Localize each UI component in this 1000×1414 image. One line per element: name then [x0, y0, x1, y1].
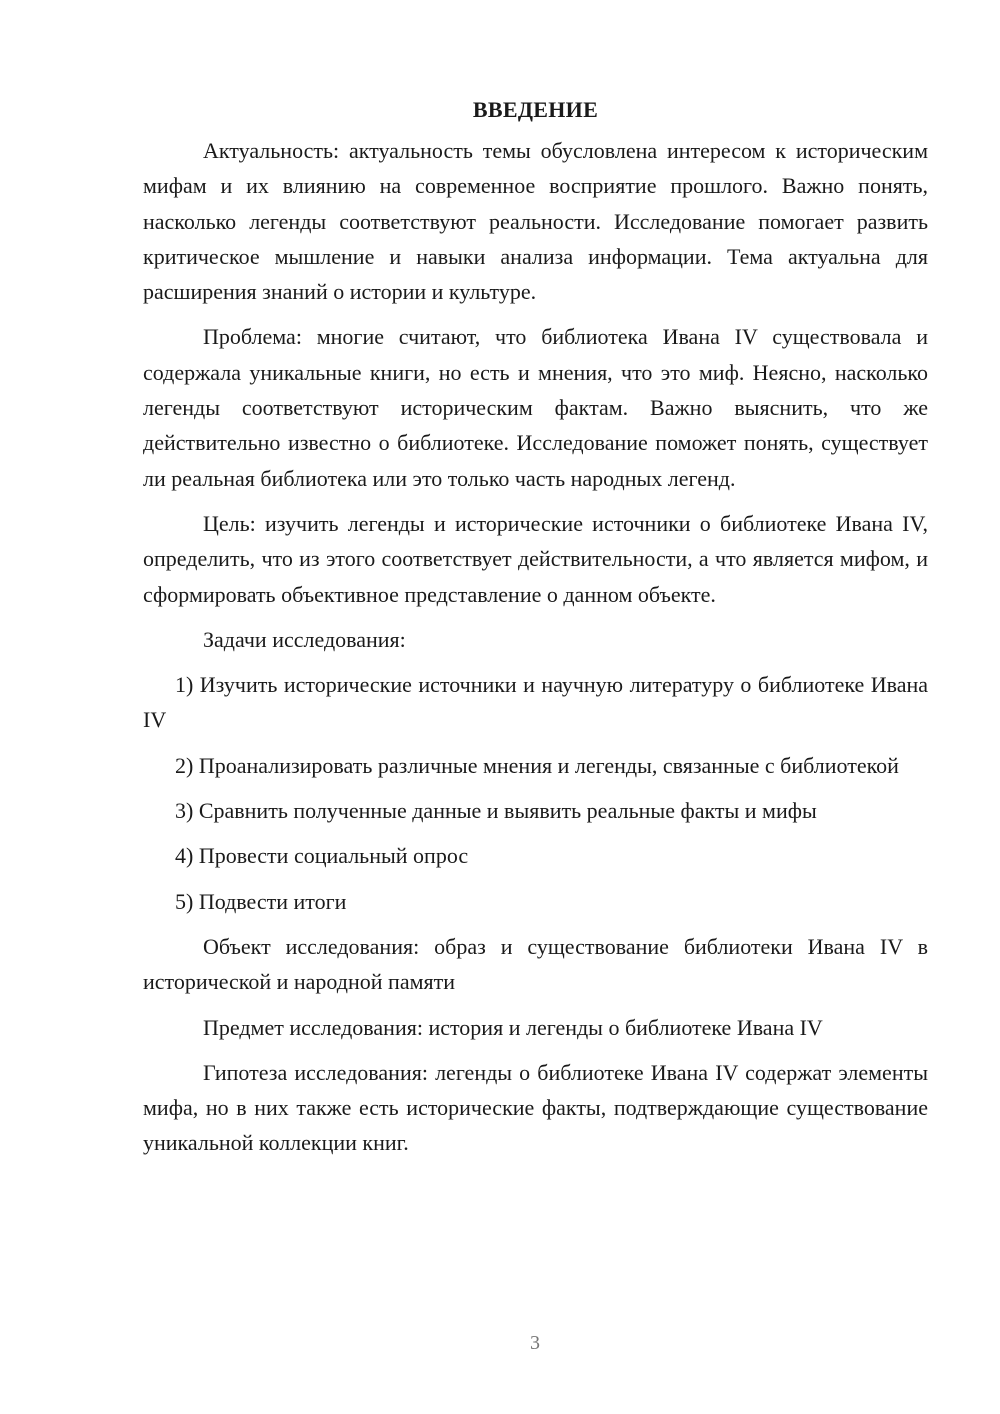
- task-item-4: 4) Провести социальный опрос: [175, 843, 469, 869]
- section-heading: ВВЕДЕНИЕ: [472, 97, 599, 122]
- paragraph-problem: Проблема: многие считают, что библиотека Ивана IV существовала и содержала уникальные книги, но есть и мнения, что это миф. Неясно, насколько легенды соответствуют историческим фактам. Важно выяснить, что же действительно известно о библиотеке. Исследование поможет понять, существует ли реальная библиотека или это только часть народных легенд.: [143, 324, 928, 491]
- task-item-5: 5) Подвести итоги: [175, 888, 347, 914]
- task-item-3: 3) Сравнить полученные данные и выявить реальные факты и мифы: [175, 798, 817, 824]
- paragraph-subject: Предмет исследования: история и легенды о библиотеке Ивана IV: [203, 1014, 823, 1040]
- paragraph-hypothesis: Гипотеза исследования: легенды о библиотеке Ивана IV содержат элементы мифа, но в них также есть исторические факты, подтверждающие существование уникальной коллекции книг.: [143, 1059, 928, 1156]
- paragraph-goal: Цель: изучить легенды и исторические источники о библиотеке Ивана IV, определить, что из этого соответствует действительности, а что является мифом, и сформировать объективное представление о данном объекте.: [143, 510, 928, 607]
- document-page: [143, 92, 928, 1171]
- task-item-1: 1) Изучить исторические источники и научную литературу о библиотеке Ивана IV: [143, 672, 928, 733]
- paragraph-tasks-heading: Задачи исследования:: [203, 626, 406, 652]
- paragraph-object: Объект исследования: образ и существование библиотеки Ивана IV в исторической и народной памяти: [143, 933, 928, 995]
- page-number: 3: [530, 1332, 540, 1354]
- task-item-2: 2) Проанализировать различные мнения и легенды, связанные с библиотекой: [175, 752, 899, 778]
- paragraph-relevance: Актуальность: актуальность темы обусловлена интересом к историческим мифам и их влиянию на современное восприятие прошлого. Важно понять, насколько легенды соответствуют реальности. Исследование помогает развить критическое мышление и навыки анализа информации. Тема актуальна для расширения знаний о истории и культуре.: [143, 138, 928, 305]
